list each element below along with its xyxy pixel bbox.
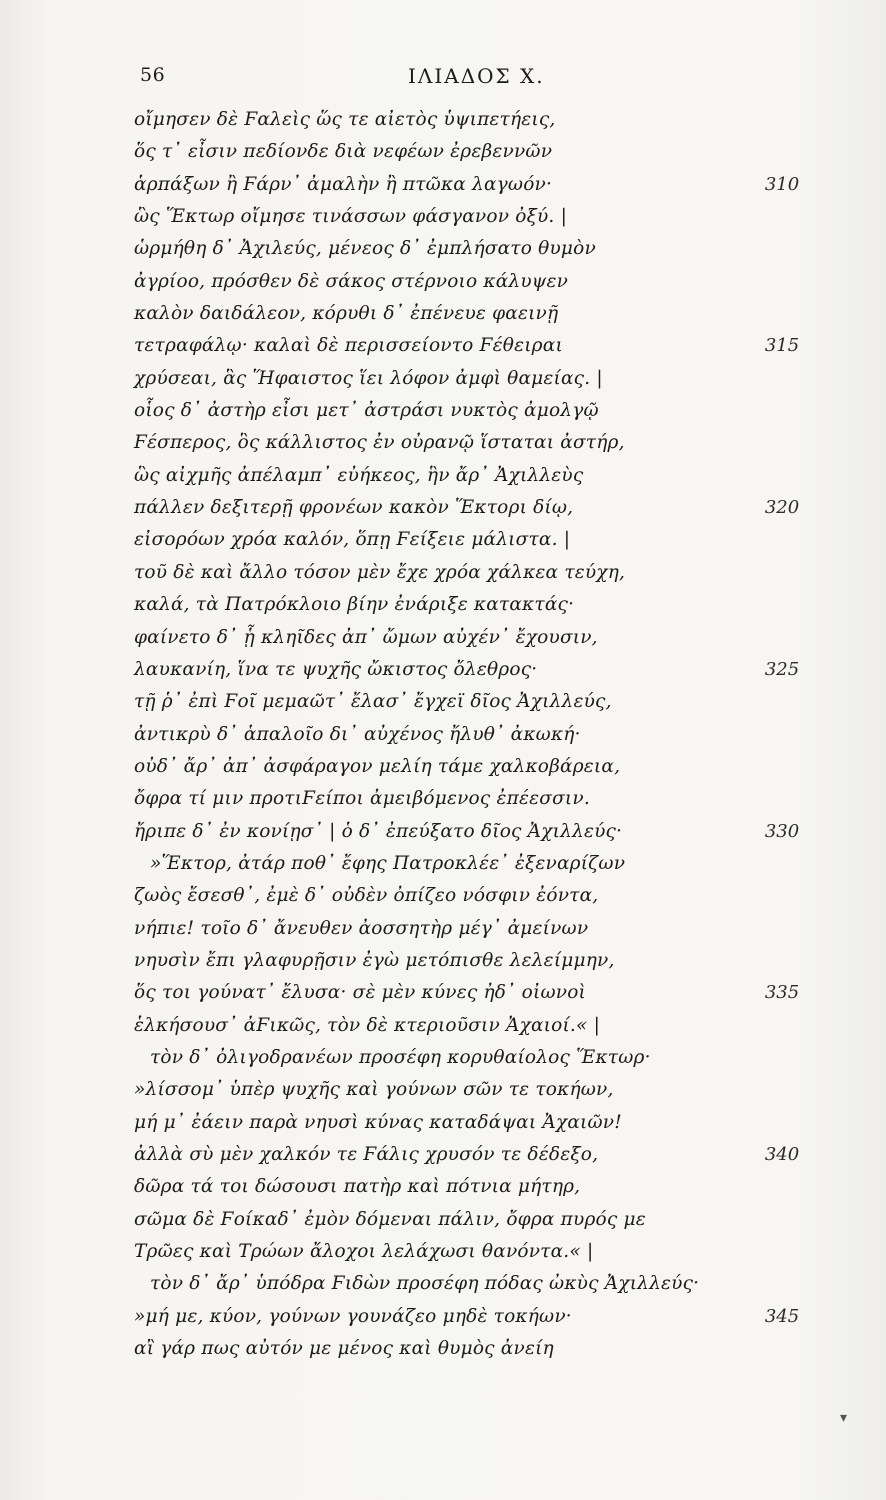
verse-text: Τρῶες καὶ Τρώων ἄλοχοι λελάχωσι θανόντα.« |	[134, 1241, 594, 1263]
running-title: ΙΛΙΑΔΟΣ Χ.	[408, 64, 545, 88]
line-number: 335	[764, 982, 800, 1004]
verse-text: ὅς τ᾿ εἶσιν πεδίονδε διὰ νεφέων ἐρεβεννῶν	[134, 141, 553, 163]
line-number: 315	[764, 335, 800, 357]
line-number: 325	[764, 658, 800, 680]
verse-text: ὣς Ἕκτωρ οἴμησε τινάσσων φάσγανον ὀξύ. |	[134, 206, 568, 228]
verse-text-block	[0, 104, 886, 1365]
verse-line	[0, 266, 886, 298]
verse-text: ἀντικρὺ δ᾿ ἁπαλοῖο δι᾿ αὐχένος ἤλυθ᾿ ἀκωκή·	[134, 723, 581, 745]
verse-line	[0, 1301, 886, 1333]
verse-text: λαυκανίη, ἵνα τε ψυχῆς ὤκιστος ὄλεθρος·	[134, 658, 538, 680]
verse-line	[0, 945, 886, 977]
verse-line	[0, 1042, 886, 1074]
verse-line	[0, 880, 886, 912]
line-number: 310	[764, 173, 800, 195]
verse-text: τοῦ δὲ καὶ ἄλλο τόσον μὲν ἔχε χρόα χάλκεα τεύχη,	[134, 561, 626, 583]
verse-text: φαίνετο δ᾿ ᾗ κληῖδες ἀπ᾿ ὤμων αὐχέν᾿ ἔχουσιν,	[134, 626, 598, 648]
verse-text: τῇ ῥ᾿ ἐπὶ Ϝοῖ μεμαῶτ᾿ ἔλασ᾿ ἔγχεϊ δῖος Ἀχιλλεύς,	[134, 691, 612, 713]
verse-text: οἴμησεν δὲ Ϝαλεὶς ὥς τε αἰετὸς ὑψιπετήεις,	[134, 109, 556, 130]
verse-text: τὸν δ᾿ ἄρ᾿ ὑπόδρα Ϝιδὼν προσέφη πόδας ὠκὺς Ἀχιλλεύς·	[150, 1273, 700, 1295]
verse-text: νηυσὶν ἔπι γλαφυρῇσιν ἐγὼ μετόπισθε λελείμμην,	[134, 949, 615, 971]
verse-line	[0, 136, 886, 168]
verse-text: ἀγρίοο, πρόσθεν δὲ σάκος στέρνοιο κάλυψεν	[134, 270, 569, 292]
verse-text: καλά, τὰ Πατρόκλοιο βίην ἐνάριξε κατακτάς·	[134, 594, 575, 616]
verse-line	[0, 460, 886, 492]
page-header	[0, 60, 886, 96]
verse-line	[0, 524, 886, 556]
verse-line	[0, 201, 886, 233]
line-number: 345	[764, 1305, 800, 1327]
verse-text: ὣς αἰχμῆς ἀπέλαμπ᾿ εὐήκεος, ἣν ἄρ᾿ Ἀχιλλεὺς	[134, 464, 584, 486]
verse-line	[0, 622, 886, 654]
verse-text: ἁρπάξων ἢ Ϝάρν᾿ ἀμαλὴν ἢ πτῶκα λαγωόν·	[134, 173, 553, 195]
verse-line	[0, 1204, 886, 1236]
verse-text: τὸν δ᾿ ὀλιγοδρανέων προσέφη κορυθαίολος Ἕκτωρ·	[150, 1046, 651, 1068]
verse-line	[0, 169, 886, 201]
verse-line	[0, 719, 886, 751]
verse-text: ὡρμήθη δ᾿ Ἀχιλεύς, μένεος δ᾿ ἐμπλήσατο θυμὸν	[134, 238, 596, 260]
verse-text: καλὸν δαιδάλεον, κόρυθι δ᾿ ἐπένευε φαεινῇ	[134, 303, 559, 325]
verse-line	[0, 1333, 886, 1365]
verse-text: »λίσσομ᾿ ὑπὲρ ψυχῆς καὶ γούνων σῶν τε τοκήων,	[134, 1079, 614, 1101]
verse-text: ἤριπε δ᾿ ἐν κονίῃσ᾿ | ὁ δ᾿ ἐπεύξατο δῖος Ἀχιλλεύς·	[134, 820, 623, 842]
verse-line	[0, 751, 886, 783]
verse-line	[0, 1171, 886, 1203]
verse-line	[0, 298, 886, 330]
verse-text: οἷος δ᾿ ἀστὴρ εἶσι μετ᾿ ἀστράσι νυκτὸς ἀμολγῷ	[134, 400, 599, 422]
verse-line	[0, 557, 886, 589]
verse-line	[0, 1010, 886, 1042]
verse-text: χρύσεαι, ἃς Ἥφαιστος ἵει λόφον ἀμφὶ θαμείας. |	[134, 367, 603, 389]
verse-text: ἑλκήσουσ᾿ ἀϜικῶς, τὸν δὲ κτεριοῦσιν Ἀχαιοί.« |	[134, 1014, 601, 1036]
verse-line	[0, 1139, 886, 1171]
verse-line	[0, 330, 886, 362]
verse-line	[0, 492, 886, 524]
verse-text: ἀλλὰ σὺ μὲν χαλκόν τε Ϝάλις χρυσόν τε δέδεξο,	[134, 1144, 599, 1165]
verse-text: σῶμα δὲ Ϝοίκαδ᾿ ἐμὸν δόμεναι πάλιν, ὄφρα πυρός με	[134, 1208, 646, 1230]
verse-line	[0, 104, 886, 136]
verse-line	[0, 395, 886, 427]
verse-text: δῶρα τά τοι δώσουσι πατὴρ καὶ πότνια μήτηρ,	[134, 1176, 581, 1198]
verse-text: ζωὸς ἔσεσθ᾿, ἐμὲ δ᾿ οὐδὲν ὀπίζεο νόσφιν ἐόντα,	[134, 885, 599, 907]
verse-line	[0, 913, 886, 945]
verse-text: Ϝέσπερος, ὃς κάλλιστος ἐν οὐρανῷ ἵσταται ἀστήρ,	[134, 432, 625, 454]
verse-text: εἰσορόων χρόα καλόν, ὅπῃ Ϝείξειε μάλιστα. |	[134, 529, 571, 551]
line-number: 340	[764, 1144, 800, 1165]
verse-line	[0, 427, 886, 459]
verse-text: »μή με, κύον, γούνων γουνάζεο μηδὲ τοκήων·	[134, 1305, 572, 1327]
verse-line	[0, 1268, 886, 1300]
verse-line	[0, 783, 886, 815]
verse-line	[0, 848, 886, 880]
verse-text: νήπιε! τοῖο δ᾿ ἄνευθεν ἀοσσητὴρ μέγ᾿ ἀμείνων	[134, 917, 589, 939]
verse-line	[0, 816, 886, 848]
verse-text: »Ἕκτορ, ἀτάρ ποθ᾿ ἔφης Πατροκλέε᾿ ἐξεναρίζων	[150, 852, 626, 874]
line-number: 330	[764, 820, 800, 842]
verse-text: τετραφάλῳ· καλαὶ δὲ περισσείοντο Ϝέθειραι	[134, 335, 563, 357]
verse-line	[0, 1074, 886, 1106]
verse-text: ὄφρα τί μιν προτιϜείποι ἀμειβόμενος ἐπέεσσιν.	[134, 788, 590, 810]
line-number: 320	[764, 497, 800, 519]
verse-text: αἲ γάρ πως αὐτόν με μένος καὶ θυμὸς ἀνείη	[134, 1338, 554, 1360]
verse-line	[0, 654, 886, 686]
verse-line	[0, 363, 886, 395]
verse-text: πάλλεν δεξιτερῇ φρονέων κακὸν Ἕκτορι δίῳ,	[134, 497, 574, 519]
page-edge-mark: ▾	[840, 1410, 848, 1426]
verse-text: ὅς τοι γούνατ᾿ ἔλυσα· σὲ μὲν κύνες ἠδ᾿ οἰωνοὶ	[134, 982, 586, 1004]
verse-line	[0, 1107, 886, 1139]
verse-line	[0, 686, 886, 718]
verse-text: μή μ᾿ ἐάειν παρὰ νηυσὶ κύνας καταδάψαι Ἀχαιῶν!	[134, 1111, 622, 1133]
verse-line	[0, 1236, 886, 1268]
page-number: 56	[140, 64, 166, 86]
verse-line	[0, 589, 886, 621]
verse-line	[0, 977, 886, 1009]
verse-line	[0, 233, 886, 265]
verse-text: οὐδ᾿ ἄρ᾿ ἀπ᾿ ἀσφάραγον μελίη τάμε χαλκοβάρεια,	[134, 755, 621, 777]
